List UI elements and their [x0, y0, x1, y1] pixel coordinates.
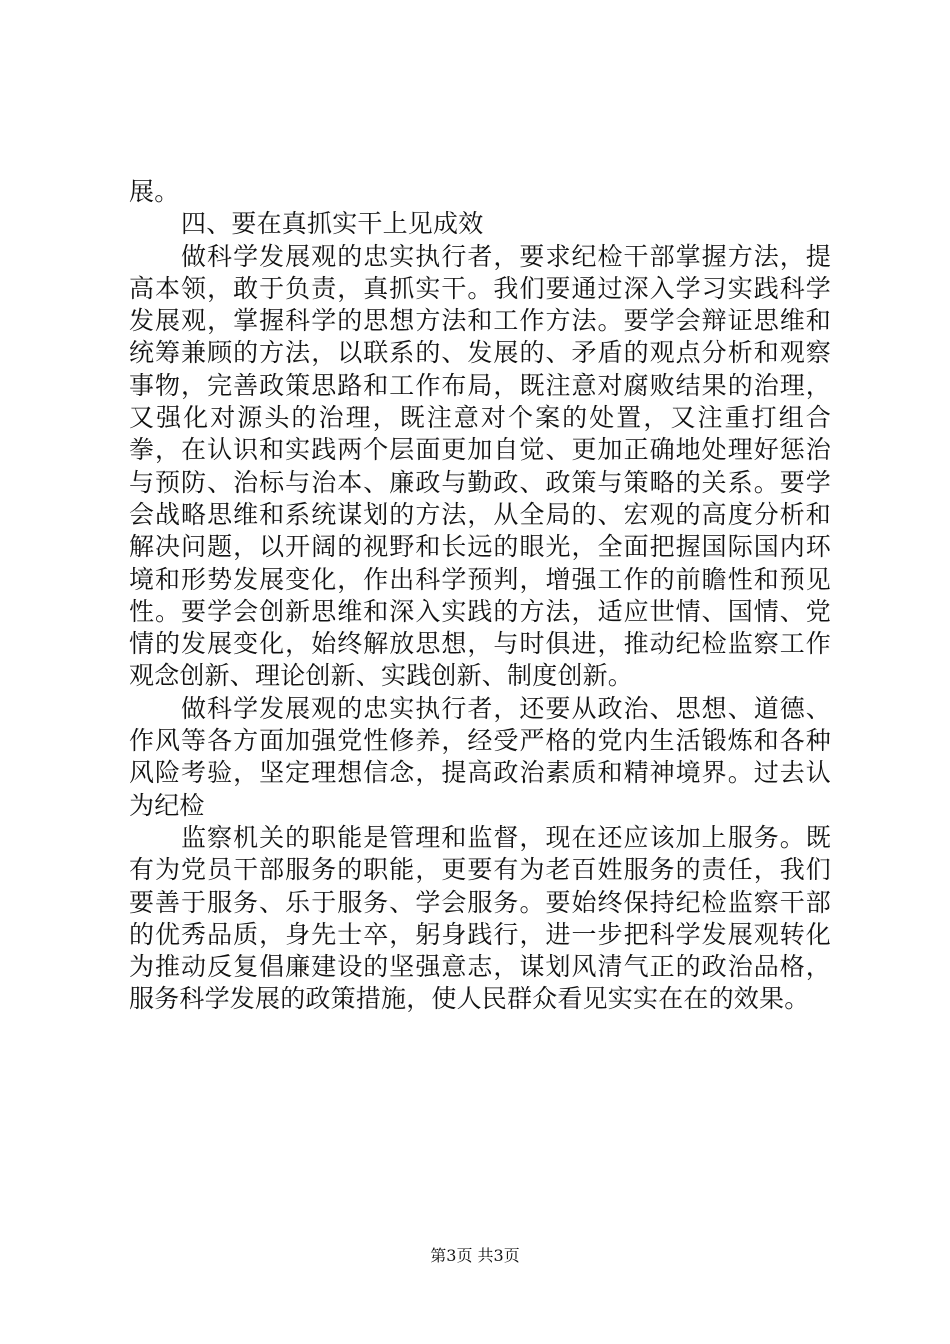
paragraph: 做科学发展观的忠实执行者，还要从政治、思想、道德、作风等各方面加强党性修养，经受严格的党内生活锻炼和各种风险考验，坚定理想信念，提高政治素质和精神境界。过去认为纪检 — [129, 693, 831, 820]
paragraph: 做科学发展观的忠实执行者，要求纪检干部掌握方法，提高本领，敢于负责，真抓实干。我们要通过深入学习实践科学发展观，掌握科学的思想方法和工作方法。要学会辩证思维和统筹兼顾的方法，以联系的、发展的、矛盾的观点分析和观察事物，完善政策思路和工作布局，既注意对腐败结果的治理，又强化对源头的治理，既注意对个案的处置，又注重打组合拳，在认识和实践两个层面更加自觉、更加正确地处理好惩治与预防、治标与治本、廉政与勤政、政策与策略的关系。要学会战略思维和系统谋划的方法，从全局的、宏观的高度分析和解决问题，以开阔的视野和长远的眼光，全面把握国际国内环境和形势发展变化，作出科学预判，增强工作的前瞻性和预见性。要学会创新思维和深入实践的方法，适应世情、国情、党情的发展变化，始终解放思想，与时俱进，推动纪检监察工作观念创新、理论创新、实践创新、制度创新。 — [129, 241, 831, 691]
page-footer: 第3页 共3页 — [430, 1246, 520, 1265]
section-heading: 四、要在真抓实干上见成效 — [181, 209, 484, 239]
document-body — [129, 176, 831, 1016]
paragraph: 监察机关的职能是管理和监督，现在还应该加上服务。既有为党员干部服务的职能，更要有为老百姓服务的责任，我们要善于服务、乐于服务、学会服务。要始终保持纪检监察干部的优秀品质，身先士卒，躬身践行，进一步把科学发展观转化为推动反复倡廉建设的坚强意志，谋划风清气正的政治品格，服务科学发展的政策措施，使人民群众看见实实在在的效果。 — [129, 822, 831, 1014]
paragraph-continuation: 展。 — [129, 177, 180, 206]
